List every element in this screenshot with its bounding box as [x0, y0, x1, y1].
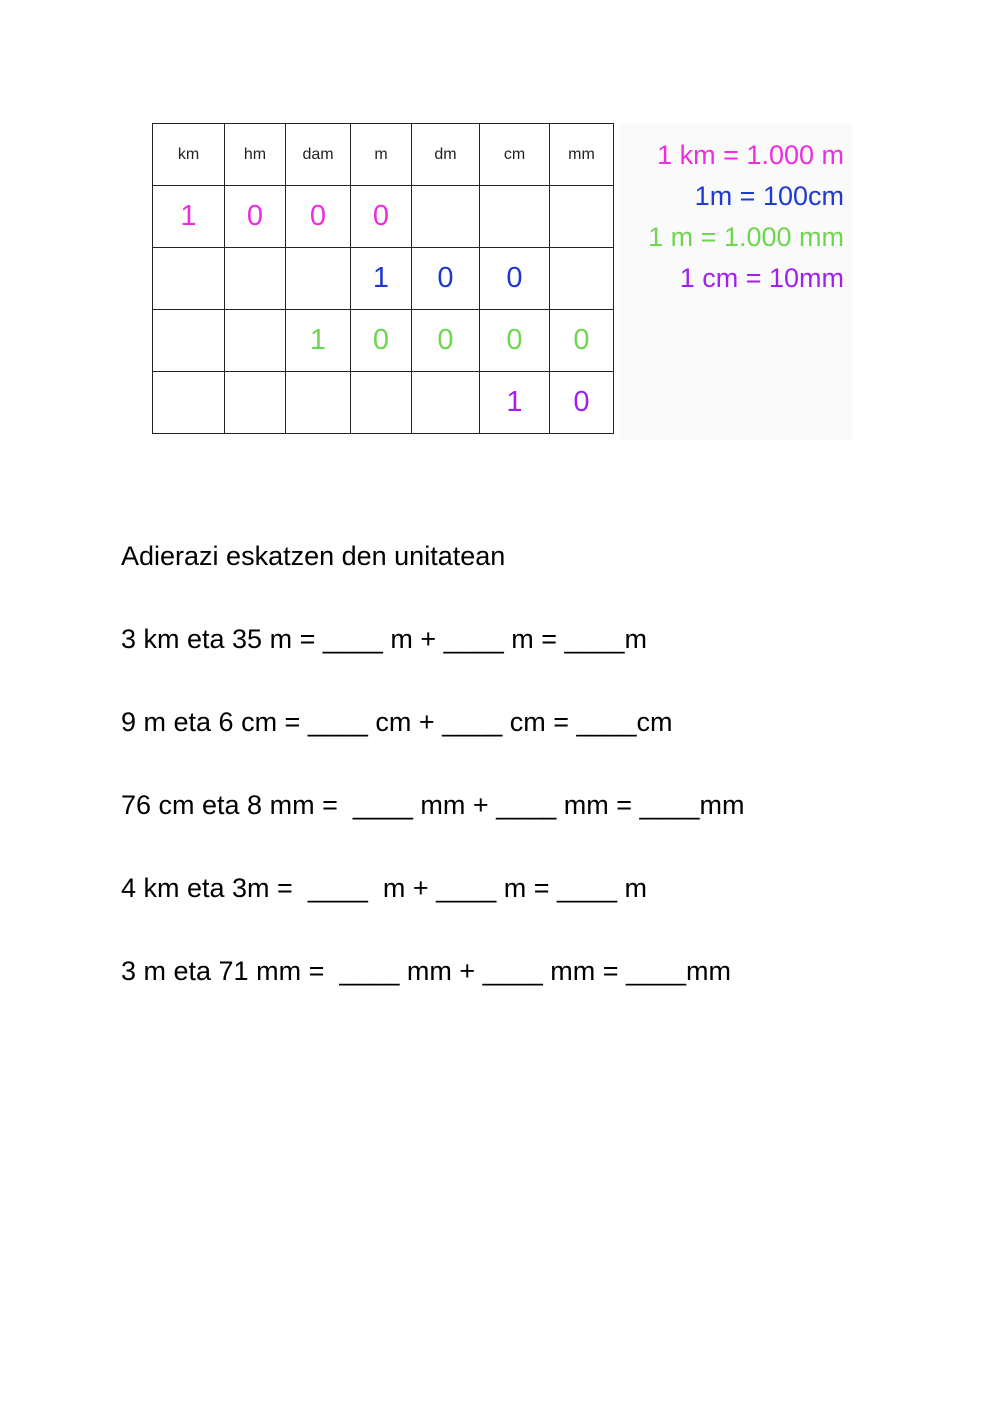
table-cell: [286, 372, 351, 434]
table-cell: [225, 248, 286, 310]
table-cell: 0: [225, 186, 286, 248]
table-cell: [480, 186, 550, 248]
unit-conversion-table: [152, 123, 614, 434]
table-cell: 1: [480, 372, 550, 434]
header-dam: dam: [286, 124, 351, 186]
exercise-4: 4 km eta 3m = ____ m + ____ m = ____ m: [121, 873, 648, 903]
table-cell: 1: [351, 248, 412, 310]
table-cell: 0: [412, 310, 480, 372]
exercise-1: 3 km eta 35 m = ____ m + ____ m = ____m: [121, 624, 648, 654]
table-cell: 0: [412, 248, 480, 310]
table-header-row: [153, 124, 614, 186]
table-cell: 0: [550, 310, 614, 372]
table-cell: 0: [480, 248, 550, 310]
table-cell: [550, 186, 614, 248]
table-row-m-to-mm: [153, 310, 614, 372]
equivalence-m-mm: 1 m = 1.000 mm: [648, 222, 844, 252]
table-cell: 0: [550, 372, 614, 434]
table-cell: 0: [351, 186, 412, 248]
table-cell: [225, 372, 286, 434]
header-km: km: [153, 124, 225, 186]
header-m: m: [351, 124, 412, 186]
table-cell: [153, 372, 225, 434]
table-cell: [351, 372, 412, 434]
table-row-m-to-cm: [153, 248, 614, 310]
table-cell: [153, 310, 225, 372]
table-cell: 1: [286, 310, 351, 372]
header-hm: hm: [225, 124, 286, 186]
header-cm: cm: [480, 124, 550, 186]
equivalences-panel: [620, 124, 852, 440]
table-cell: [153, 248, 225, 310]
exercise-2: 9 m eta 6 cm = ____ cm + ____ cm = ____cm: [121, 707, 673, 737]
table-cell: 0: [351, 310, 412, 372]
header-dm: dm: [412, 124, 480, 186]
exercise-5: 3 m eta 71 mm = ____ mm + ____ mm = ____mm: [121, 956, 732, 986]
table-cell: 0: [480, 310, 550, 372]
table-cell: [412, 186, 480, 248]
table-cell: 0: [286, 186, 351, 248]
equivalence-cm-mm: 1 cm = 10mm: [679, 263, 844, 293]
table-cell: 1: [153, 186, 225, 248]
equivalence-km-m: 1 km = 1.000 m: [657, 140, 844, 170]
table-row-km-to-m: [153, 186, 614, 248]
table-cell: [412, 372, 480, 434]
table-cell: [550, 248, 614, 310]
exercise-3: 76 cm eta 8 mm = ____ mm + ____ mm = ____mm: [121, 790, 745, 820]
table-row-cm-to-mm: [153, 372, 614, 434]
equivalence-m-cm: 1m = 100cm: [694, 181, 844, 211]
table-cell: [286, 248, 351, 310]
table-cell: [225, 310, 286, 372]
instructions-heading: Adierazi eskatzen den unitatean: [121, 541, 506, 571]
header-mm: mm: [550, 124, 614, 186]
